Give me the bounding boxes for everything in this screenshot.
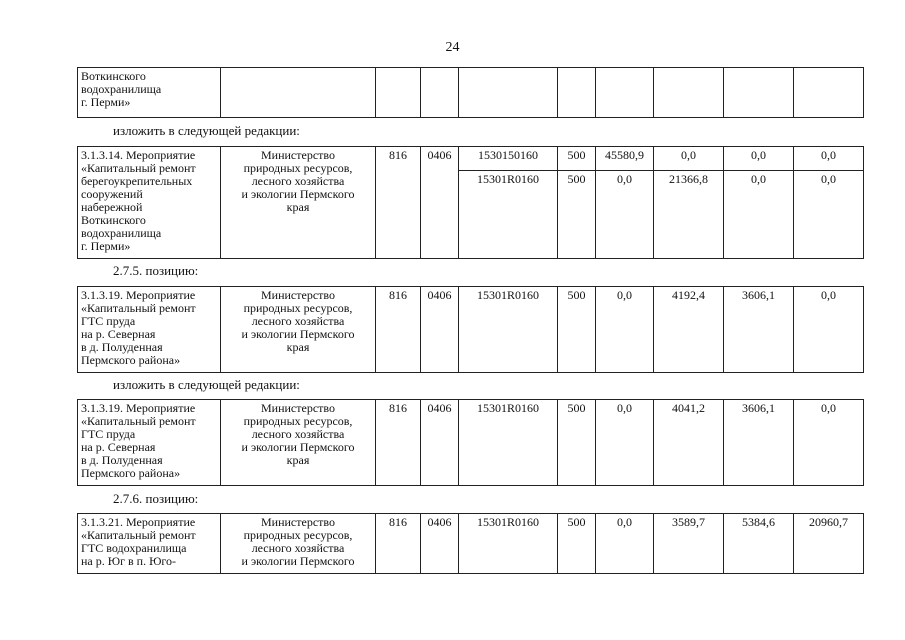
table-fragment-top bbox=[77, 67, 864, 118]
ministry-code-cell: 816 bbox=[376, 400, 421, 486]
target-article-cell: 1530150160 bbox=[459, 147, 558, 171]
value-cell-1: 0,0 bbox=[596, 514, 654, 574]
value-cell-4: 0,0 bbox=[794, 287, 864, 373]
expense-type-cell: 500 bbox=[558, 514, 596, 574]
caption-item-2-7-6: 2.7.6. позицию: bbox=[113, 491, 199, 506]
caption-replace: изложить в следующей редакции: bbox=[113, 123, 300, 138]
value-cell-2: 21366,8 bbox=[654, 171, 724, 259]
ministry-code-cell: 816 bbox=[376, 514, 421, 574]
target-article-cell: 15301R0160 bbox=[459, 287, 558, 373]
organization-cell: Министерство природных ресурсов, лесного хозяйства и экологии Пермского края bbox=[221, 147, 376, 259]
value-cell-2: 4041,2 bbox=[654, 400, 724, 486]
table-row-3-1-3-19-original bbox=[77, 286, 864, 373]
value-cell-2: 0,0 bbox=[654, 147, 724, 171]
organization-cell: Министерство природных ресурсов, лесного хозяйства и экологии Пермского bbox=[221, 514, 376, 574]
activity-name-cell: 3.1.3.14. Мероприятие «Капитальный ремонт берегоукрепительных сооружений набережной Воткинского водохранилища г. Перми» bbox=[78, 147, 221, 259]
expense-type-cell: 500 bbox=[558, 171, 596, 259]
section-code-cell: 0406 bbox=[421, 287, 459, 373]
expense-type-cell: 500 bbox=[558, 400, 596, 486]
section-code-cell: 0406 bbox=[421, 400, 459, 486]
value-cell-4: 0,0 bbox=[794, 400, 864, 486]
activity-name-cell: 3.1.3.19. Мероприятие «Капитальный ремонт ГТС пруда на р. Северная в д. Полуденная Пермского района» bbox=[78, 287, 221, 373]
value-cell-2: 4192,4 bbox=[654, 287, 724, 373]
activity-name-cell: Воткинского водохранилища г. Перми» bbox=[78, 68, 221, 118]
page-number: 24 bbox=[445, 40, 460, 55]
expense-type-cell: 500 bbox=[558, 147, 596, 171]
value-cell-3: 3606,1 bbox=[724, 400, 794, 486]
value-cell-4: 20960,7 bbox=[794, 514, 864, 574]
organization-cell: Министерство природных ресурсов, лесного хозяйства и экологии Пермского края bbox=[221, 287, 376, 373]
value-cell-3: 5384,6 bbox=[724, 514, 794, 574]
caption-replace: изложить в следующей редакции: bbox=[113, 377, 300, 392]
table-row-3-1-3-14 bbox=[77, 146, 864, 259]
organization-cell: Министерство природных ресурсов, лесного хозяйства и экологии Пермского края bbox=[221, 400, 376, 486]
value-cell-3: 3606,1 bbox=[724, 287, 794, 373]
value-cell-2: 3589,7 bbox=[654, 514, 724, 574]
target-article-cell: 15301R0160 bbox=[459, 400, 558, 486]
target-article-cell: 15301R0160 bbox=[459, 514, 558, 574]
target-article-cell: 15301R0160 bbox=[459, 171, 558, 259]
table-row-3-1-3-21 bbox=[77, 513, 864, 574]
caption-item-2-7-5: 2.7.5. позицию: bbox=[113, 263, 199, 278]
table-row-3-1-3-19-new bbox=[77, 399, 864, 486]
value-cell-1: 45580,9 bbox=[596, 147, 654, 171]
value-cell-3: 0,0 bbox=[724, 147, 794, 171]
ministry-code-cell: 816 bbox=[376, 147, 421, 259]
value-cell-1: 0,0 bbox=[596, 400, 654, 486]
value-cell-4: 0,0 bbox=[794, 147, 864, 171]
section-code-cell: 0406 bbox=[421, 514, 459, 574]
value-cell-4: 0,0 bbox=[794, 171, 864, 259]
ministry-code-cell: 816 bbox=[376, 287, 421, 373]
section-code-cell: 0406 bbox=[421, 147, 459, 259]
activity-name-cell: 3.1.3.21. Мероприятие «Капитальный ремонт ГТС водохранилища на р. Юг в п. Юго- bbox=[78, 514, 221, 574]
value-cell-3: 0,0 bbox=[724, 171, 794, 259]
expense-type-cell: 500 bbox=[558, 287, 596, 373]
activity-name-cell: 3.1.3.19. Мероприятие «Капитальный ремонт ГТС пруда на р. Северная в д. Полуденная Пермского района» bbox=[78, 400, 221, 486]
value-cell-1: 0,0 bbox=[596, 171, 654, 259]
value-cell-1: 0,0 bbox=[596, 287, 654, 373]
